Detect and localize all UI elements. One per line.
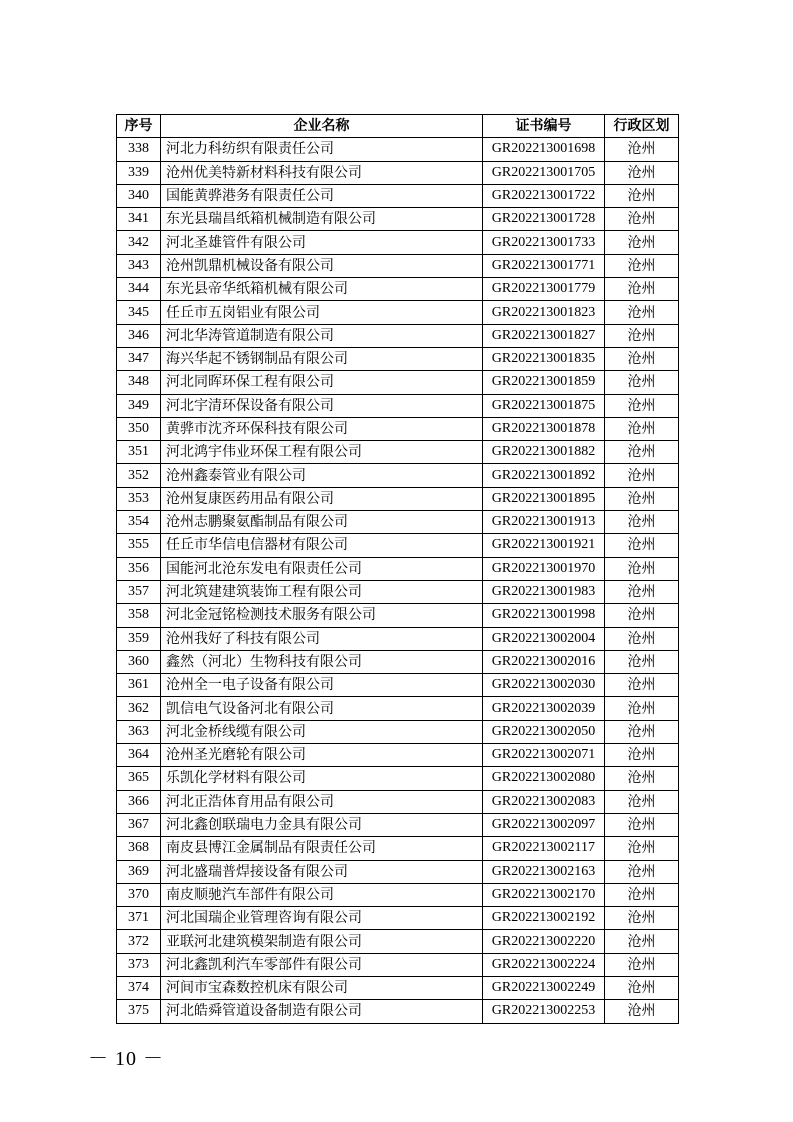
region-cell: 沧州: [605, 394, 679, 417]
certificate-number-cell: GR202213002016: [483, 650, 605, 673]
certificate-number-cell: GR202213001913: [483, 511, 605, 534]
table-row: [117, 534, 679, 557]
table-row: [117, 161, 679, 184]
serial-number-cell: 354: [117, 511, 161, 534]
table-row: [117, 511, 679, 534]
region-cell: 沧州: [605, 464, 679, 487]
region-cell: 沧州: [605, 790, 679, 813]
certificate-number-cell: GR202213001835: [483, 347, 605, 370]
company-name-cell: 河北金冠铭检测技术服务有限公司: [161, 604, 483, 627]
region-cell: 沧州: [605, 627, 679, 650]
header-company-name: 企业名称: [161, 115, 483, 138]
company-name-cell: 南皮顺驰汽车部件有限公司: [161, 883, 483, 906]
certificate-number-cell: GR202213001728: [483, 208, 605, 231]
region-cell: 沧州: [605, 301, 679, 324]
certificate-number-cell: GR202213001823: [483, 301, 605, 324]
company-name-cell: 沧州复康医药用品有限公司: [161, 487, 483, 510]
table-row: [117, 254, 679, 277]
table-row: [117, 860, 679, 883]
certificate-number-cell: GR202213002249: [483, 976, 605, 999]
company-name-cell: 国能黄骅港务有限责任公司: [161, 184, 483, 207]
serial-number-cell: 347: [117, 347, 161, 370]
company-table: [116, 114, 679, 1024]
region-cell: 沧州: [605, 138, 679, 161]
serial-number-cell: 344: [117, 278, 161, 301]
table-row: [117, 930, 679, 953]
serial-number-cell: 346: [117, 324, 161, 347]
region-cell: 沧州: [605, 883, 679, 906]
serial-number-cell: 362: [117, 697, 161, 720]
serial-number-cell: 351: [117, 441, 161, 464]
company-name-cell: 海兴华起不锈钢制品有限公司: [161, 347, 483, 370]
serial-number-cell: 342: [117, 231, 161, 254]
certificate-number-cell: GR202213002097: [483, 813, 605, 836]
region-cell: 沧州: [605, 720, 679, 743]
company-name-cell: 东光县瑞昌纸箱机械制造有限公司: [161, 208, 483, 231]
region-cell: 沧州: [605, 487, 679, 510]
region-cell: 沧州: [605, 511, 679, 534]
table-row: [117, 324, 679, 347]
company-name-cell: 任丘市华信电信器材有限公司: [161, 534, 483, 557]
page-number: － 10 －: [88, 1048, 164, 1070]
table-row: [117, 790, 679, 813]
certificate-number-cell: GR202213001998: [483, 604, 605, 627]
region-cell: 沧州: [605, 441, 679, 464]
serial-number-cell: 365: [117, 767, 161, 790]
certificate-number-cell: GR202213001983: [483, 580, 605, 603]
region-cell: 沧州: [605, 417, 679, 440]
serial-number-cell: 340: [117, 184, 161, 207]
serial-number-cell: 353: [117, 487, 161, 510]
table-row: [117, 1000, 679, 1023]
table-row: [117, 394, 679, 417]
region-cell: 沧州: [605, 907, 679, 930]
serial-number-cell: 350: [117, 417, 161, 440]
certificate-number-cell: GR202213001827: [483, 324, 605, 347]
company-name-cell: 河北金桥线缆有限公司: [161, 720, 483, 743]
company-name-cell: 河北同晖环保工程有限公司: [161, 371, 483, 394]
serial-number-cell: 352: [117, 464, 161, 487]
certificate-number-cell: GR202213001878: [483, 417, 605, 440]
region-cell: 沧州: [605, 744, 679, 767]
region-cell: 沧州: [605, 860, 679, 883]
region-cell: 沧州: [605, 953, 679, 976]
certificate-number-cell: GR202213001859: [483, 371, 605, 394]
certificate-number-cell: GR202213002192: [483, 907, 605, 930]
certificate-number-cell: GR202213001970: [483, 557, 605, 580]
region-cell: 沧州: [605, 347, 679, 370]
certificate-number-cell: GR202213002170: [483, 883, 605, 906]
serial-number-cell: 356: [117, 557, 161, 580]
serial-number-cell: 371: [117, 907, 161, 930]
table-row: [117, 580, 679, 603]
region-cell: 沧州: [605, 604, 679, 627]
serial-number-cell: 360: [117, 650, 161, 673]
table-row: [117, 557, 679, 580]
serial-number-cell: 359: [117, 627, 161, 650]
certificate-number-cell: GR202213001875: [483, 394, 605, 417]
region-cell: 沧州: [605, 650, 679, 673]
serial-number-cell: 339: [117, 161, 161, 184]
region-cell: 沧州: [605, 208, 679, 231]
company-name-cell: 南皮县博江金属制品有限责任公司: [161, 837, 483, 860]
table-row: [117, 464, 679, 487]
company-name-cell: 沧州凯鼎机械设备有限公司: [161, 254, 483, 277]
serial-number-cell: 358: [117, 604, 161, 627]
table-row: [117, 231, 679, 254]
serial-number-cell: 343: [117, 254, 161, 277]
region-cell: 沧州: [605, 1000, 679, 1023]
certificate-number-cell: GR202213002004: [483, 627, 605, 650]
table-row: [117, 604, 679, 627]
region-cell: 沧州: [605, 184, 679, 207]
table-row: [117, 883, 679, 906]
serial-number-cell: 363: [117, 720, 161, 743]
serial-number-cell: 341: [117, 208, 161, 231]
region-cell: 沧州: [605, 837, 679, 860]
serial-number-cell: 345: [117, 301, 161, 324]
serial-number-cell: 372: [117, 930, 161, 953]
table-row: [117, 371, 679, 394]
company-name-cell: 沧州我好了科技有限公司: [161, 627, 483, 650]
certificate-number-cell: GR202213001771: [483, 254, 605, 277]
table-row: [117, 953, 679, 976]
region-cell: 沧州: [605, 371, 679, 394]
serial-number-cell: 367: [117, 813, 161, 836]
serial-number-cell: 338: [117, 138, 161, 161]
certificate-number-cell: GR202213002117: [483, 837, 605, 860]
company-name-cell: 河北鸿宇伟业环保工程有限公司: [161, 441, 483, 464]
region-cell: 沧州: [605, 161, 679, 184]
certificate-number-cell: GR202213002220: [483, 930, 605, 953]
certificate-number-cell: GR202213001921: [483, 534, 605, 557]
certificate-number-cell: GR202213001705: [483, 161, 605, 184]
table-row: [117, 767, 679, 790]
company-name-cell: 河北华涛管道制造有限公司: [161, 324, 483, 347]
company-name-cell: 沧州优美特新材料科技有限公司: [161, 161, 483, 184]
table-row: [117, 208, 679, 231]
serial-number-cell: 361: [117, 674, 161, 697]
certificate-number-cell: GR202213002083: [483, 790, 605, 813]
serial-number-cell: 369: [117, 860, 161, 883]
company-name-cell: 河北皓舜管道设备制造有限公司: [161, 1000, 483, 1023]
certificate-number-cell: GR202213002030: [483, 674, 605, 697]
company-name-cell: 国能河北沧东发电有限责任公司: [161, 557, 483, 580]
region-cell: 沧州: [605, 697, 679, 720]
table-row: [117, 720, 679, 743]
region-cell: 沧州: [605, 324, 679, 347]
company-name-cell: 河北力科纺织有限责任公司: [161, 138, 483, 161]
region-cell: 沧州: [605, 557, 679, 580]
header-certificate-number: 证书编号: [483, 115, 605, 138]
certificate-number-cell: GR202213001882: [483, 441, 605, 464]
company-name-cell: 任丘市五岗铝业有限公司: [161, 301, 483, 324]
table-row: [117, 347, 679, 370]
serial-number-cell: 357: [117, 580, 161, 603]
region-cell: 沧州: [605, 976, 679, 999]
certificate-number-cell: GR202213002224: [483, 953, 605, 976]
table-row: [117, 976, 679, 999]
certificate-number-cell: GR202213001698: [483, 138, 605, 161]
serial-number-cell: 355: [117, 534, 161, 557]
company-name-cell: 河北国瑞企业管理咨询有限公司: [161, 907, 483, 930]
region-cell: 沧州: [605, 534, 679, 557]
company-name-cell: 沧州全一电子设备有限公司: [161, 674, 483, 697]
table-row: [117, 627, 679, 650]
region-cell: 沧州: [605, 231, 679, 254]
company-name-cell: 东光县帝华纸箱机械有限公司: [161, 278, 483, 301]
header-serial-number: 序号: [117, 115, 161, 138]
company-name-cell: 河北筑建建筑装饰工程有限公司: [161, 580, 483, 603]
serial-number-cell: 349: [117, 394, 161, 417]
serial-number-cell: 364: [117, 744, 161, 767]
serial-number-cell: 370: [117, 883, 161, 906]
table-row: [117, 278, 679, 301]
region-cell: 沧州: [605, 674, 679, 697]
company-name-cell: 亚联河北建筑模架制造有限公司: [161, 930, 483, 953]
region-cell: 沧州: [605, 767, 679, 790]
region-cell: 沧州: [605, 580, 679, 603]
serial-number-cell: 375: [117, 1000, 161, 1023]
company-name-cell: 乐凯化学材料有限公司: [161, 767, 483, 790]
region-cell: 沧州: [605, 254, 679, 277]
table-row: [117, 138, 679, 161]
company-name-cell: 沧州圣光磨轮有限公司: [161, 744, 483, 767]
serial-number-cell: 366: [117, 790, 161, 813]
serial-number-cell: 374: [117, 976, 161, 999]
company-name-cell: 河北宇清环保设备有限公司: [161, 394, 483, 417]
certificate-number-cell: GR202213002080: [483, 767, 605, 790]
region-cell: 沧州: [605, 278, 679, 301]
certificate-number-cell: GR202213002050: [483, 720, 605, 743]
region-cell: 沧州: [605, 813, 679, 836]
table-row: [117, 813, 679, 836]
table-row: [117, 907, 679, 930]
table-row: [117, 184, 679, 207]
serial-number-cell: 373: [117, 953, 161, 976]
certificate-number-cell: GR202213001733: [483, 231, 605, 254]
table-row: [117, 301, 679, 324]
certificate-number-cell: GR202213002039: [483, 697, 605, 720]
certificate-number-cell: GR202213001892: [483, 464, 605, 487]
certificate-number-cell: GR202213002163: [483, 860, 605, 883]
serial-number-cell: 368: [117, 837, 161, 860]
company-table-container: [116, 114, 678, 1024]
company-name-cell: 沧州鑫泰管业有限公司: [161, 464, 483, 487]
company-name-cell: 凯信电气设备河北有限公司: [161, 697, 483, 720]
table-row: [117, 697, 679, 720]
serial-number-cell: 348: [117, 371, 161, 394]
table-row: [117, 417, 679, 440]
region-cell: 沧州: [605, 930, 679, 953]
company-name-cell: 河北正浩体育用品有限公司: [161, 790, 483, 813]
company-name-cell: 黄骅市沈齐环保科技有限公司: [161, 417, 483, 440]
table-header-row: [117, 115, 679, 138]
certificate-number-cell: GR202213001895: [483, 487, 605, 510]
header-administrative-region: 行政区划: [605, 115, 679, 138]
table-body: [117, 138, 679, 1023]
table-row: [117, 744, 679, 767]
company-name-cell: 河间市宝森数控机床有限公司: [161, 976, 483, 999]
certificate-number-cell: GR202213001779: [483, 278, 605, 301]
company-name-cell: 河北圣雄管件有限公司: [161, 231, 483, 254]
table-row: [117, 650, 679, 673]
table-row: [117, 837, 679, 860]
certificate-number-cell: GR202213002071: [483, 744, 605, 767]
company-name-cell: 沧州志鹏聚氨酯制品有限公司: [161, 511, 483, 534]
company-name-cell: 河北鑫创联瑞电力金具有限公司: [161, 813, 483, 836]
table-row: [117, 487, 679, 510]
company-name-cell: 河北盛瑞普焊接设备有限公司: [161, 860, 483, 883]
company-name-cell: 鑫然（河北）生物科技有限公司: [161, 650, 483, 673]
certificate-number-cell: GR202213002253: [483, 1000, 605, 1023]
certificate-number-cell: GR202213001722: [483, 184, 605, 207]
table-row: [117, 674, 679, 697]
table-row: [117, 441, 679, 464]
company-name-cell: 河北鑫凯利汽车零部件有限公司: [161, 953, 483, 976]
